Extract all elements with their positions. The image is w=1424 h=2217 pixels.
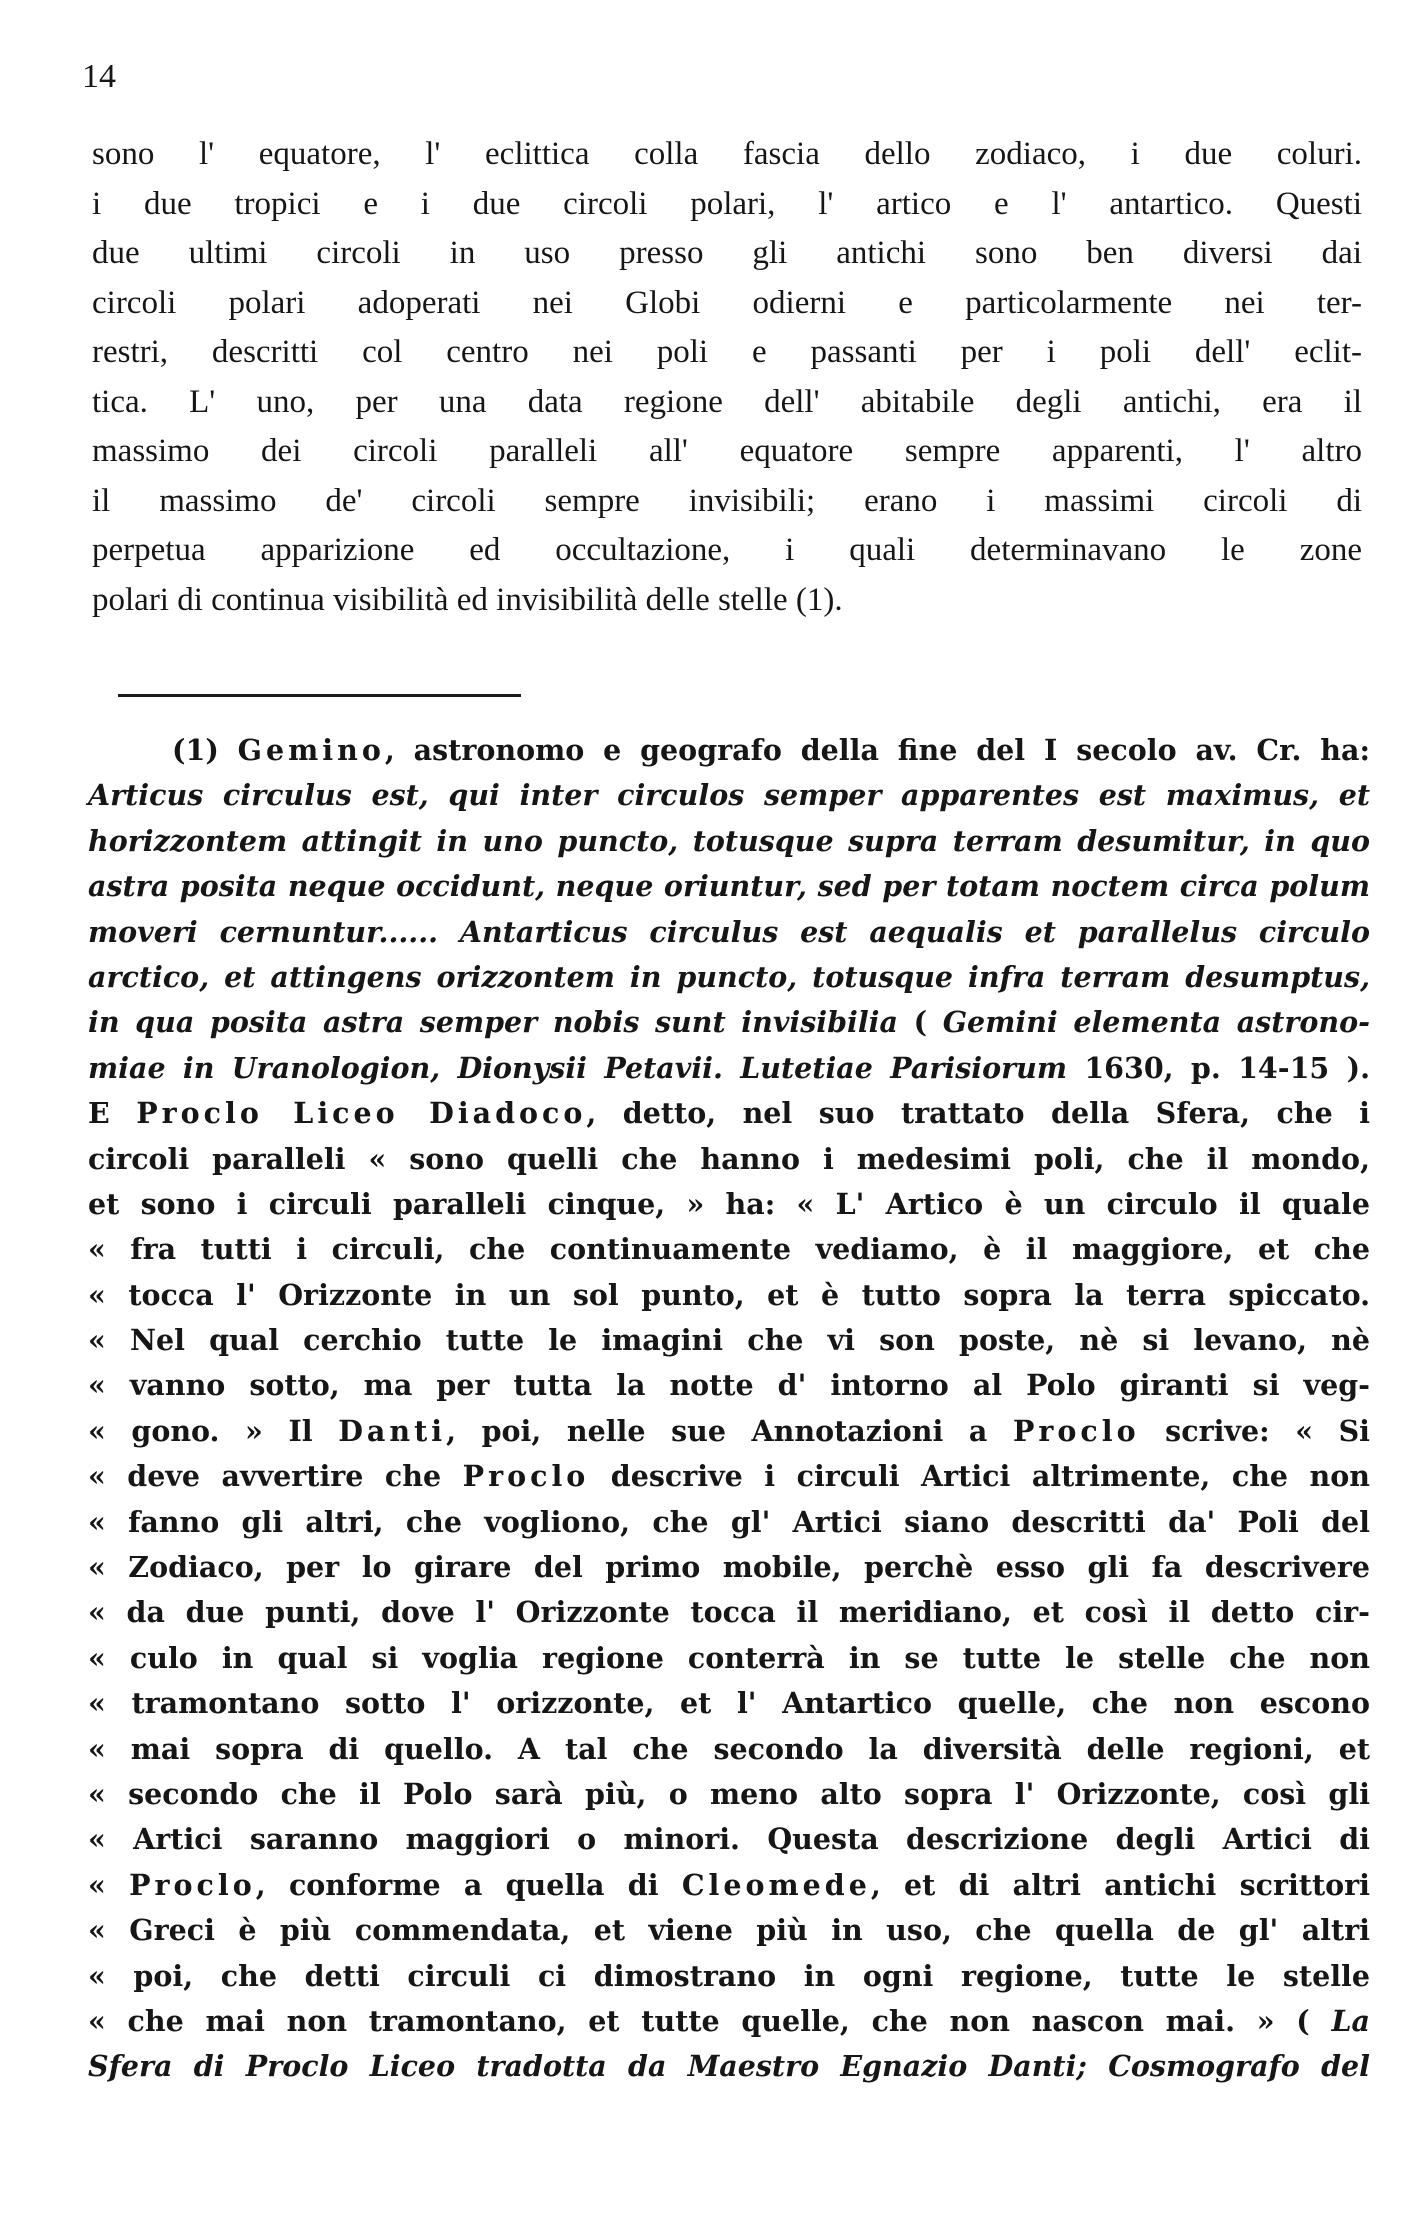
footnote-line [88, 864, 1370, 909]
footnote-line [88, 1954, 1370, 1999]
text-line: massimo dei circoli paralleli all' equatore sempre apparenti, l' altro [92, 433, 1362, 469]
note-text: « fra tutti i circuli, che continuamente vediamo, è il maggiore, et che [88, 1232, 1370, 1267]
spaced-name: Proclo Liceo Diadoco [136, 1096, 587, 1131]
footnote-line [88, 1636, 1370, 1681]
text-line: il massimo de' circoli sempre invisibili; erano i massimi circoli di [92, 482, 1362, 519]
footnote-line [88, 1727, 1370, 1772]
text-line: i due tropici e i due circoli polari, l' artico e l' antartico. Questi [92, 185, 1362, 222]
footnote-line [88, 955, 1370, 1000]
italic-text: miae in Uranologion, Dionysii Petavii. Lutetiae Parisiorum [88, 1050, 1067, 1085]
footnote-line [88, 1318, 1370, 1363]
footnote-line [88, 819, 1370, 864]
note-text: descrive i circuli Artici altrimente, che non [589, 1459, 1370, 1494]
footnote-line [88, 1999, 1370, 2044]
footnote-line [88, 1863, 1370, 1908]
note-text: « secondo che il Polo sarà più, o meno alto sopra l' Orizzonte, così gli [88, 1776, 1370, 1811]
note-text: « vanno sotto, ma per tutta la notte d' intorno al Polo giranti si veg- [88, 1368, 1370, 1403]
footnote-line [88, 1681, 1370, 1726]
footnote-line [88, 1273, 1370, 1318]
note-text: « poi, che detti circuli ci dimostrano in ogni regione, tutte le stelle [88, 1958, 1370, 1993]
spaced-name: Proclo [129, 1867, 256, 1902]
italic-text: Sfera di Proclo Liceo tradotta da Maestro Egnazio Danti; Cosmografo del [88, 2049, 1370, 2084]
note-text: « fanno gli altri, che vogliono, che gl' Artici siano descritti da' Poli del [88, 1504, 1370, 1539]
note-text: 1630, p. 14-15 ). [1066, 1050, 1370, 1085]
note-text: « Greci è più commendata, et viene più in uso, che quella de gl' altri [88, 1913, 1370, 1948]
text-line: tica. L' uno, per una data regione dell' abitabile degli antichi, era il [92, 383, 1362, 420]
footnote-line [88, 1046, 1370, 1091]
spaced-name: Cleomede [681, 1867, 871, 1902]
footnote-line [88, 1137, 1370, 1182]
footnote-line [88, 773, 1370, 818]
note-text: , poi, nelle sue Annotazioni a [446, 1413, 1013, 1448]
footnote-line [88, 1363, 1370, 1408]
note-text: , detto, nel suo trattato della Sfera, che i [586, 1096, 1370, 1131]
text-line: due ultimi circoli in uso presso gli antichi sono ben diversi dai [92, 235, 1362, 271]
text-line: polari di continua visibilità ed invisibilità delle stelle (1). [92, 581, 843, 618]
footnote-line [88, 728, 1370, 773]
spaced-name: Danti [338, 1413, 447, 1448]
note-text: et sono i circuli paralleli cinque, » ha: « L' Artico è un circulo il quale [88, 1186, 1370, 1221]
note-text: (1) [172, 733, 238, 767]
footnote-line [88, 910, 1370, 955]
footnote-line [88, 1817, 1370, 1862]
italic-text: moveri cernuntur...... Antarticus circulus est aequalis et parallelus circulo [88, 914, 1370, 949]
note-text: , et di altri antichi scrittori [870, 1867, 1370, 1902]
footnote-line [88, 1091, 1370, 1136]
note-text: scrive: « Si [1139, 1413, 1370, 1448]
footnote-line [88, 1772, 1370, 1817]
footnote-line [88, 1227, 1370, 1272]
footnote-separator [118, 694, 521, 697]
footnote-line [88, 1454, 1370, 1499]
note-text: « Artici saranno maggiori o minori. Questa descrizione degli Artici di [88, 1822, 1370, 1857]
note-text: « tocca l' Orizzonte in un sol punto, et è tutto sopra la terra spiccato. [88, 1277, 1370, 1312]
spaced-name: Gemino [237, 733, 385, 767]
note-text: circoli paralleli « sono quelli che hanno i medesimi poli, che il mondo, [88, 1141, 1370, 1176]
note-text: « che mai non tramontano, et tutte quelle, che non nascon mai. » ( [88, 2003, 1332, 2038]
note-text: « da due punti, dove l' Orizzonte tocca il meridiano, et così il detto cir- [88, 1595, 1370, 1630]
italic-text: Articus circulus est, qui inter circulos semper apparentes est maximus, et [88, 778, 1370, 813]
spaced-name: Proclo [1012, 1413, 1140, 1448]
footnote [88, 728, 1370, 2090]
text-line: restri, descritti col centro nei poli e passanti per i poli dell' eclit- [92, 334, 1362, 370]
text-line: circoli polari adoperati nei Globi odierni e particolarmente nei ter- [92, 284, 1362, 321]
text-line: sono l' equatore, l' eclittica colla fascia dello zodiaco, i due coluri. [92, 136, 1362, 172]
text-line: perpetua apparizione ed occultazione, i quali determinavano le zone [92, 532, 1362, 568]
note-text: , astronomo e geografo della fine del I secolo av. Cr. ha: [384, 733, 1370, 767]
note-text: « [88, 1867, 130, 1902]
footnote-line [88, 1182, 1370, 1227]
footnote-line [88, 1409, 1370, 1454]
note-text: ( [897, 1005, 943, 1040]
note-text: « culo in qual si voglia regione conterrà in se tutte le stelle che non [88, 1640, 1370, 1675]
spaced-name: Proclo [462, 1459, 590, 1494]
note-text: « Zodiaco, per lo girare del primo mobile, perchè esso gli fa descrivere [88, 1550, 1370, 1585]
footnote-line [88, 1590, 1370, 1635]
note-text: « tramontano sotto l' orizzonte, et l' Antartico quelle, che non escono [88, 1686, 1370, 1721]
note-text: « mai sopra di quello. A tal che secondo la diversità delle regioni, et [88, 1731, 1370, 1766]
note-text: « deve avvertire che [88, 1459, 463, 1494]
page-number: 14 [82, 58, 116, 95]
main-text [92, 130, 1362, 625]
note-text: E [88, 1096, 137, 1131]
note-text: , conforme a quella di [255, 1867, 682, 1902]
footnote-line [88, 1000, 1370, 1045]
italic-text: La [1331, 2003, 1370, 2038]
italic-text: in qua posita astra semper nobis sunt invisibilia [88, 1005, 898, 1040]
footnote-line [88, 1908, 1370, 1953]
footnote-line [88, 1545, 1370, 1590]
italic-text: arctico, et attingens orizzontem in puncto, totusque infra terram desumptus, [88, 959, 1370, 994]
italic-text: Gemini elementa astrono- [942, 1005, 1370, 1040]
footnote-line [88, 2044, 1370, 2089]
footnote-line [88, 1500, 1370, 1545]
italic-text: astra posita neque occidunt, neque oriuntur, sed per totam noctem circa polum [88, 869, 1370, 904]
note-text: « Nel qual cerchio tutte le imagini che vi son poste, nè si levano, nè [88, 1323, 1370, 1358]
note-text: « gono. » Il [88, 1413, 339, 1448]
italic-text: horizzontem attingit in uno puncto, totusque supra terram desumitur, in quo [88, 823, 1370, 858]
